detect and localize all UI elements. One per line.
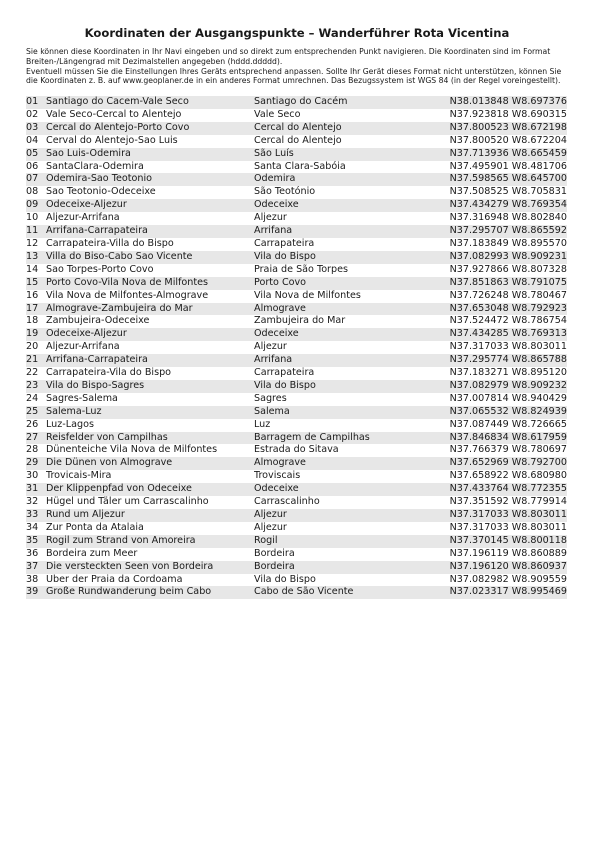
route-name: Sao Torpes-Porto Covo (46, 263, 154, 275)
row-number: 13 (26, 251, 46, 264)
coordinates: N37.065532 W8.824939 (439, 406, 567, 419)
row-number: 11 (26, 225, 46, 238)
table-row (26, 251, 567, 264)
start-point: Sagres (254, 392, 287, 404)
route-name: Odeceixe-Aljezur (46, 199, 254, 212)
row-number: 20 (26, 341, 39, 353)
coordinates: N37.317033 W8.803011 (449, 521, 567, 533)
route-name: Aljezur-Arrifana (46, 212, 120, 224)
route-name: Almograve-Zambujeira do Mar (46, 303, 254, 316)
table-row (26, 535, 567, 548)
table-row (26, 186, 567, 199)
start-point: Vila do Bispo (254, 251, 439, 264)
start-point: Aljezur (254, 341, 287, 353)
route-name: Arrifana-Carrapateira (46, 225, 254, 238)
coordinates: N37.653048 W8.792923 (439, 303, 567, 316)
row-number: 09 (26, 199, 46, 212)
row-number: 18 (26, 315, 39, 327)
table-row (26, 367, 567, 380)
row-number: 31 (26, 483, 46, 496)
row-number: 24 (26, 392, 39, 404)
coordinates-table (26, 96, 567, 599)
start-point: São Luís (254, 148, 439, 161)
start-point: Vila Nova de Milfontes (254, 289, 361, 301)
start-point: Cabo de São Vicente (254, 586, 439, 599)
table-row (26, 148, 567, 161)
start-point: Barragem de Campilhas (254, 432, 439, 445)
row-number: 37 (26, 561, 46, 574)
row-number: 19 (26, 328, 46, 341)
coordinates: N37.434285 W8.769313 (439, 328, 567, 341)
coordinates: N38.013848 W8.697376 (439, 96, 567, 109)
coordinates: N37.295774 W8.865788 (439, 354, 567, 367)
row-number: 17 (26, 303, 46, 316)
coordinates: N37.495901 W8.481706 (449, 160, 567, 172)
table-row (26, 264, 567, 277)
table-row (26, 225, 567, 238)
route-name: Sao Luis-Odemira (46, 148, 254, 161)
row-number: 15 (26, 277, 46, 290)
route-name: Santiago do Cacem-Vale Seco (46, 96, 254, 109)
start-point: Vila do Bispo (254, 380, 439, 393)
coordinates: N37.433764 W8.772355 (439, 483, 567, 496)
route-name: Rogil zum Strand von Amoreira (46, 535, 254, 548)
row-number: 39 (26, 586, 46, 599)
table-row (26, 509, 567, 522)
coordinates: N37.196120 W8.860937 (439, 561, 567, 574)
coordinates: N37.370145 W8.800118 (439, 535, 567, 548)
route-name: Über der Praia da Cordoama (46, 573, 183, 585)
table-row (26, 496, 567, 509)
table-row (26, 522, 567, 535)
start-point: Zambujeira do Mar (254, 315, 346, 327)
route-name: Arrifana-Carrapateira (46, 354, 254, 367)
row-number: 35 (26, 535, 46, 548)
coordinates: N37.316948 W8.802840 (449, 212, 567, 224)
table-row (26, 419, 567, 432)
table-row (26, 406, 567, 419)
table-row (26, 122, 567, 135)
table-row (26, 199, 567, 212)
coordinates: N37.766379 W8.780697 (449, 444, 567, 456)
table-row (26, 457, 567, 470)
row-number: 14 (26, 263, 39, 275)
route-name: Dünenteiche Vila Nova de Milfontes (46, 444, 218, 456)
route-name: Zur Ponta da Atalaia (46, 521, 144, 533)
table-row (26, 548, 567, 561)
route-name: Bordeira zum Meer (46, 547, 138, 559)
table-row (26, 470, 567, 483)
start-point: São Teotónio (254, 186, 316, 198)
table-row (26, 315, 567, 328)
start-point: Santa Clara-Sabóia (254, 160, 346, 172)
row-number: 33 (26, 509, 46, 522)
row-number: 22 (26, 367, 39, 379)
coordinates: N37.087449 W8.726665 (449, 418, 567, 430)
row-number: 01 (26, 96, 46, 109)
coordinates: N37.508525 W8.705831 (449, 186, 567, 198)
coordinates: N37.082993 W8.909231 (439, 251, 567, 264)
start-point: Odeceixe (254, 199, 439, 212)
table-row (26, 238, 567, 251)
start-point: Vale Seco (254, 108, 301, 120)
coordinates: N37.923818 W8.690315 (449, 108, 567, 120)
coordinates: N37.183271 W8.895120 (449, 367, 567, 379)
row-number: 16 (26, 289, 39, 301)
start-point: Odeceixe (254, 483, 439, 496)
route-name: Trovicais-Mira (46, 470, 112, 482)
coordinates: N37.434279 W8.769354 (439, 199, 567, 212)
route-name: Sao Teotonio-Odeceixe (46, 186, 156, 198)
coordinates: N37.726248 W8.780467 (449, 289, 567, 301)
coordinates-table-body (26, 96, 567, 599)
coordinates: N37.524472 W8.786754 (449, 315, 567, 327)
table-row (26, 483, 567, 496)
row-number: 34 (26, 521, 39, 533)
route-name: Die versteckten Seen von Bordeira (46, 561, 254, 574)
start-point: Luz (254, 418, 271, 430)
route-name: Vila do Bispo-Sagres (46, 380, 254, 393)
row-number: 26 (26, 418, 39, 430)
route-name: Cercal do Alentejo-Porto Covo (46, 122, 254, 135)
coordinates: N37.317033 W8.803011 (439, 509, 567, 522)
table-row (26, 444, 567, 457)
coordinates: N37.800523 W8.672198 (439, 122, 567, 135)
table-row (26, 561, 567, 574)
start-point: Estrada do Sitava (254, 444, 339, 456)
coordinates: N37.652969 W8.792700 (439, 457, 567, 470)
row-number: 10 (26, 212, 39, 224)
route-name: Porto Covo-Vila Nova de Milfontes (46, 277, 254, 290)
route-name: Villa do Biso-Cabo Sao Vicente (46, 251, 254, 264)
route-name: Luz-Lagos (46, 418, 94, 430)
row-number: 23 (26, 380, 46, 393)
start-point: Carrapateira (254, 237, 315, 249)
route-name: Sagres-Salema (46, 392, 118, 404)
route-name: Cerval do Alentejo-Sao Luis (46, 134, 178, 146)
coordinates: N37.082982 W8.909559 (449, 573, 567, 585)
table-row (26, 277, 567, 290)
start-point: Vila do Bispo (254, 573, 316, 585)
start-point: Bordeira (254, 561, 439, 574)
row-number: 12 (26, 237, 39, 249)
table-row (26, 432, 567, 445)
coordinates: N37.295707 W8.865592 (439, 225, 567, 238)
coordinates: N37.351592 W8.779914 (449, 496, 567, 508)
start-point: Salema (254, 406, 439, 419)
coordinates: N37.196119 W8.860889 (449, 547, 567, 559)
row-number: 25 (26, 406, 46, 419)
row-number: 03 (26, 122, 46, 135)
coordinates: N37.007814 W8.940429 (449, 392, 567, 404)
start-point: Aljezur (254, 212, 287, 224)
row-number: 38 (26, 573, 39, 585)
start-point: Troviscais (254, 470, 301, 482)
table-row (26, 212, 567, 225)
route-name: Odeceixe-Aljezur (46, 328, 254, 341)
route-name: Große Rundwanderung beim Cabo (46, 586, 254, 599)
row-number: 02 (26, 108, 39, 120)
start-point: Odeceixe (254, 328, 439, 341)
start-point: Cercal do Alentejo (254, 122, 439, 135)
route-name: Salema-Luz (46, 406, 254, 419)
coordinates: N37.927866 W8.807328 (449, 263, 567, 275)
row-number: 21 (26, 354, 46, 367)
row-number: 27 (26, 432, 46, 445)
row-number: 29 (26, 457, 46, 470)
table-row (26, 173, 567, 186)
coordinates: N37.082979 W8.909232 (439, 380, 567, 393)
route-name: Odemira-Sao Teotonio (46, 173, 254, 186)
route-name: Vila Nova de Milfontes-Almograve (46, 289, 209, 301)
start-point: Almograve (254, 457, 439, 470)
start-point: Odemira (254, 173, 439, 186)
table-row (26, 341, 567, 354)
start-point: Rogil (254, 535, 439, 548)
coordinates: N37.846834 W8.617959 (439, 432, 567, 445)
route-name: Carrapateira-Villa do Bispo (46, 237, 174, 249)
row-number: 32 (26, 496, 39, 508)
route-name: Aljezur-Arrifana (46, 341, 120, 353)
start-point: Arrifana (254, 225, 439, 238)
coordinates: N37.317033 W8.803011 (449, 341, 567, 353)
route-name: Hügel und Täler um Carrascalinho (46, 496, 209, 508)
coordinates: N37.598565 W8.645700 (439, 173, 567, 186)
table-row (26, 354, 567, 367)
table-row (26, 393, 567, 406)
route-name: SantaClara-Odemira (46, 160, 144, 172)
start-point: Arrifana (254, 354, 439, 367)
table-row (26, 328, 567, 341)
start-point: Carrascalinho (254, 496, 320, 508)
coordinates: N37.658922 W8.680980 (449, 470, 567, 482)
route-name: Zambujeira-Odeceixe (46, 315, 150, 327)
coordinates: N37.800520 W8.672204 (449, 134, 567, 146)
start-point: Aljezur (254, 509, 439, 522)
row-number: 30 (26, 470, 39, 482)
start-point: Bordeira (254, 547, 295, 559)
table-row (26, 135, 567, 148)
row-number: 05 (26, 148, 46, 161)
row-number: 06 (26, 160, 39, 172)
coordinates: N37.713936 W8.665459 (439, 148, 567, 161)
start-point: Aljezur (254, 521, 287, 533)
intro-paragraph: Eventuell müssen Sie die Einstellungen Ihres Geräts entsprechend anpassen. Sollte Ihr Gerät dieses Format nicht unterstützen, können Sie die Koordinaten z. B. auf www.geoplaner.de in ein anderes Format umrechnen. Das Bezugssystem ist WGS 84 (in der Regel voreingestellt). (26, 66, 562, 86)
document-page (26, 26, 568, 599)
start-point: Almograve (254, 303, 439, 316)
intro-paragraph: Sie können diese Koordinaten in Ihr Navi eingeben und so direkt zum entsprechenden Punkt navigieren. Die Koordinaten sind im Format Breiten-/Längengrad mit Dezimalstellen angegeben (hddd.ddddd). (26, 47, 551, 66)
table-row (26, 161, 567, 174)
document-title: Koordinaten der Ausgangspunkte – Wanderführer Rota Vicentina (84, 26, 510, 40)
intro-text (26, 47, 568, 86)
route-name: Vale Seco-Cercal to Alentejo (46, 108, 182, 120)
start-point: Carrapateira (254, 367, 315, 379)
row-number: 28 (26, 444, 39, 456)
table-row (26, 109, 567, 122)
route-name: Reisfelder von Campilhas (46, 432, 254, 445)
start-point: Santiago do Cacém (254, 96, 439, 109)
route-name: Der Klippenpfad von Odeceixe (46, 483, 254, 496)
row-number: 08 (26, 186, 39, 198)
table-row (26, 303, 567, 316)
table-row (26, 96, 567, 109)
route-name: Carrapateira-Vila do Bispo (46, 367, 172, 379)
start-point: Porto Covo (254, 277, 439, 290)
row-number: 07 (26, 173, 46, 186)
row-number: 04 (26, 134, 39, 146)
table-row (26, 586, 567, 599)
route-name: Die Dünen von Almograve (46, 457, 254, 470)
table-row (26, 574, 567, 587)
route-name: Rund um Aljezur (46, 509, 254, 522)
table-row (26, 380, 567, 393)
coordinates: N37.183849 W8.895570 (449, 237, 567, 249)
start-point: Praia de São Torpes (254, 263, 348, 275)
coordinates: N37.851863 W8.791075 (439, 277, 567, 290)
row-number: 36 (26, 547, 39, 559)
table-row (26, 290, 567, 303)
coordinates: N37.023317 W8.995469 (439, 586, 567, 599)
start-point: Cercal do Alentejo (254, 134, 342, 146)
